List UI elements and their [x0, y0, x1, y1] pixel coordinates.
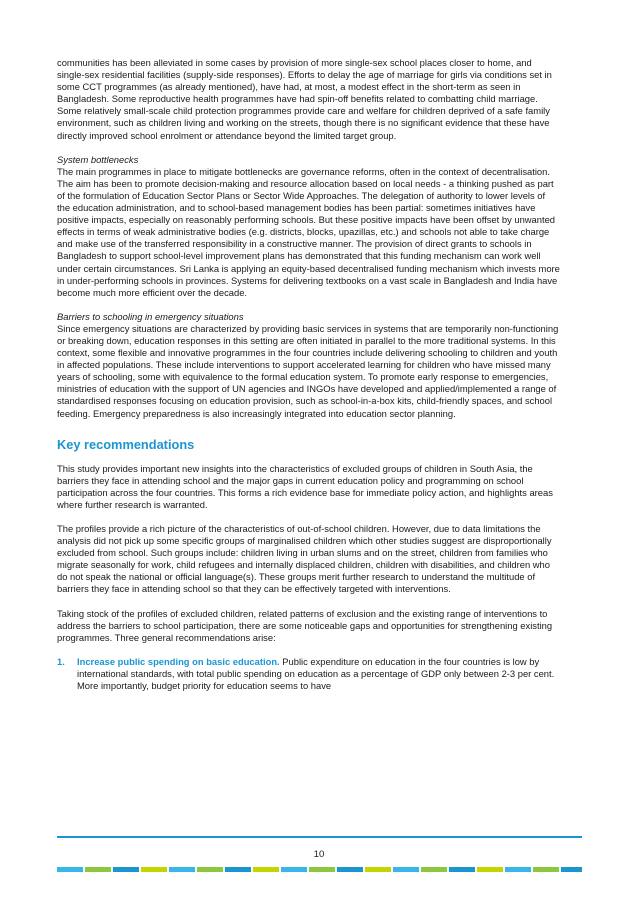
recommendation-list — [57, 656, 560, 692]
recommendation-text: Public expenditure on education in the four countries is low by international standards, with total public spending on education as a percentage of GDP only between 2-3 per cent. More importantly, budget priority for education seems to have — [77, 655, 555, 692]
footer-color-bar — [57, 867, 582, 872]
body-text: The main programmes in place to mitigate bottlenecks are governance reforms, often in the context of decentralisation. The aim has been to promote decision-making and resource allocation based on local needs - a thinking pushed as part of the formulation of Education Sector Plans or Sector Wide Approaches. The delegation of authority to lower levels of the education administration, and to school-based management bodies has been partial: sometimes initiatives have positive impacts, especially on reasonably performing schools. But these positive impacts have been offset by unwanted effects in terms of weak administrative bodies (e.g. districts, blocks, upazillas, etc.) and schools not able to take charge and make use of the transferred responsibility in a constructive manner. The provision of direct grants to schools in Bangladesh to support school-level improvement plans has demonstrated that this funding mechanism can work well under certain circumstances. Sri Lanka is applying an equity-based decentralised funding mechanism which invests more in under-performing schools in provinces. Systems for delivering textbooks on a vast scale in Bangladesh and India have become much more efficient over the decade. — [57, 165, 560, 298]
page-number: 10 — [313, 849, 325, 860]
body-paragraph: communities has been alleviated in some cases by provision of more single-sex school places closer to home, and single-sex residential facilities (supply-side responses). Efforts to delay the age of marriage for girls via conditions set in some CCT programmes (as already mentioned), have had, at most, a modest effect in the short-term as seen in Bangladesh. Some reproductive health programmes have had spin-off benefits related to combatting child marriage. Some relatively small-scale child protection programmes provide care and welfare for children deprived of a safe family environment, such as children living and working on the streets, though there is no significant evidence that these have directly improved school enrolment or attendance beyond the limited target group. — [57, 57, 552, 141]
body-text: Since emergency situations are characterized by providing basic services in systems that are temporarily non-functioning or breaking down, education responses in this setting are often initiated in parallel to the more traditional systems. In this context, some flexible and innovative programmes in the four countries include delivering schooling to children and youth in affected populations. These include interventions to support accelerated learning for children who have missed many years of schooling, some with equivalence to the formal education system. To promote early response to emergencies, ministries of education with the support of UN agencies and INGOs have developed and applied/implemented a range of standardised responses focusing on education provision, such as school-in-a-box kits, child-friendly spaces, and school feeding. Emergency preparedness is also increasingly integrated into education sector planning. — [57, 322, 559, 419]
section-system-bottlenecks — [57, 154, 560, 299]
page-content — [57, 57, 560, 692]
body-paragraph: This study provides important new insights into the characteristics of excluded groups of children in South Asia, the barriers they face in attending school and the major gaps in current education policy and programming on school participation across the four countries. This forms a rich evidence base for immediate policy action, and highlights areas where further research is warranted. — [57, 462, 553, 510]
section-emergency — [57, 311, 560, 420]
subheading-system-bottlenecks: System bottlenecks — [57, 153, 139, 165]
footer-rule — [57, 836, 582, 838]
list-number: 1. — [57, 655, 65, 667]
heading-key-recommendations: Key recommendations — [57, 436, 195, 452]
body-paragraph: The profiles provide a rich picture of the characteristics of out-of-school children. However, due to data limitations the analysis did not pick up some specific groups of marginalised children which other studies suggest are disproportionally excluded from school. Such groups include: children living in urban slums and on the street, children from families who migrate seasonally for work, child refugees and internally displaced children, children with disabilities, and children who do not speak the national or official language(s). These groups merit further research to understand the multitude of barriers they face in attending school so that they can be effectively targeted with interventions. — [57, 523, 552, 595]
subheading-emergency: Barriers to schooling in emergency situations — [57, 310, 244, 322]
list-item — [57, 656, 560, 692]
body-paragraph: Taking stock of the profiles of excluded children, related patterns of exclusion and the existing range of interventions to address the barriers to school participation, there are some noticeable gaps and opportunities for strengthening existing programmes. Three general recommendations arise: — [57, 607, 553, 643]
recommendation-title: Increase public spending on basic education. — [77, 655, 280, 667]
